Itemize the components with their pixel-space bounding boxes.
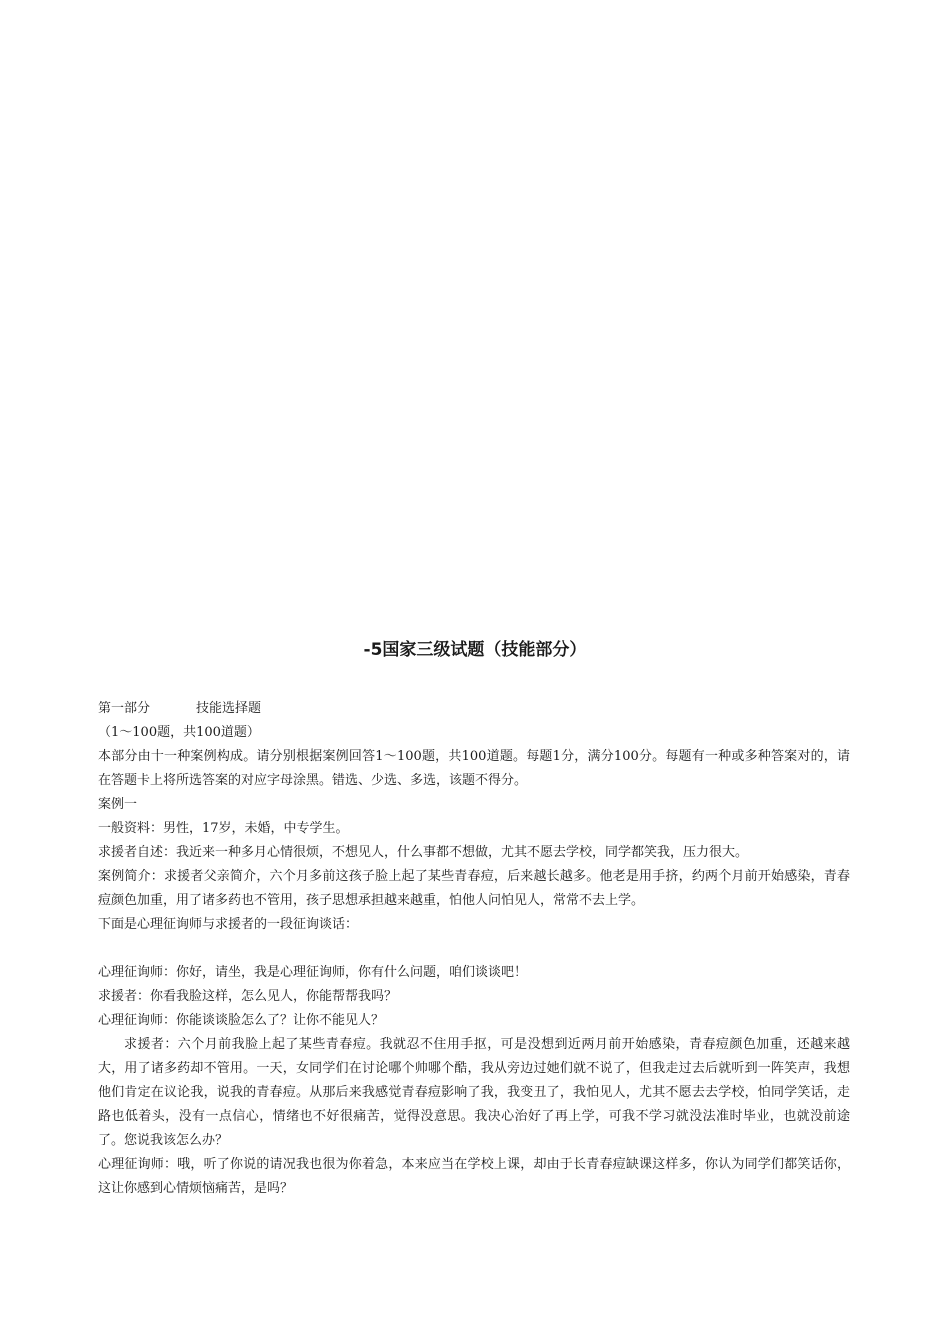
- range-note: （1～100题，共100道题）: [98, 725, 260, 740]
- document-body: [98, 697, 850, 1201]
- case-title: 案例一: [98, 797, 138, 812]
- instructions-paragraph: 本部分由十一种案例构成。请分别根据案例回答1～100题，共100道题。每题1分，满分100分。每题有一种或多种答案对的，请在答题卡上将所选答案的对应字母涂黑。错选、少选、多选，该题不得分。: [98, 749, 850, 788]
- dialogue-line: 心理征询师：你好，请坐，我是心理征询师，你有什么问题，咱们谈谈吧！: [98, 965, 528, 980]
- document-title: -5国家三级试题（技能部分）: [363, 640, 587, 660]
- part-heading-name: 技能选择题: [196, 701, 262, 716]
- dialogue-line: 求援者：六个月前我脸上起了某些青春痘。我就忍不住用手抠，可是没想到近两月前开始感染，青春痘颜色加重，还越来越大，用了诸多药却不管用。一天，女同学们在讨论哪个帅哪个酷，我从旁边过她们就不说了，但我走过去后就听到一阵笑声，我想他们肯定在议论我，说我的青春痘。从那后来我感觉青春痘影响了我，我变丑了，我怕见人，尤其不愿去去学校，怕同学笑话，走路也低着头，没有一点信心，情绪也不好很痛苦，觉得没意思。我决心治好了再上学，可我不学习就没法准时毕业，也就没前途了。您说我该怎么办？: [98, 1037, 850, 1148]
- general-info-paragraph: 一般资料：男性，17岁，未婚，中专学生。: [98, 821, 349, 836]
- part-heading-number: 第一部分: [98, 701, 151, 716]
- case-summary-paragraph: 案例简介：求援者父亲简介，六个月多前这孩子脸上起了某些青春痘，后来越长越多。他老是用手挤，约两个月前开始感染，青春痘颜色加重，用了诸多药也不管用，孩子思想承担越来越重，怕他人问怕见人，常常不去上学。: [98, 869, 850, 908]
- dialogue-intro: 下面是心理征询师与求援者的一段征询谈话：: [98, 917, 359, 932]
- self-report-paragraph: 求援者自述：我近来一种多月心情很烦，不想见人，什么事都不想做，尤其不愿去学校，同学都笑我，压力很大。: [98, 845, 749, 860]
- dialogue-line: 心理征询师：你能谈谈脸怎么了？让你不能见人？: [98, 1013, 385, 1028]
- blank-line: [98, 937, 850, 961]
- part-heading: [98, 697, 850, 721]
- dialogue-line: 心理征询师：哦，听了你说的请况我也很为你着急，本来应当在学校上课，却由于长青春痘缺课这样多，你认为同学们都笑话你，这让你感到心情烦恼痛苦，是吗？: [98, 1157, 850, 1196]
- dialogue-line: 求援者：你看我脸这样，怎么见人，你能帮帮我吗？: [98, 989, 398, 1004]
